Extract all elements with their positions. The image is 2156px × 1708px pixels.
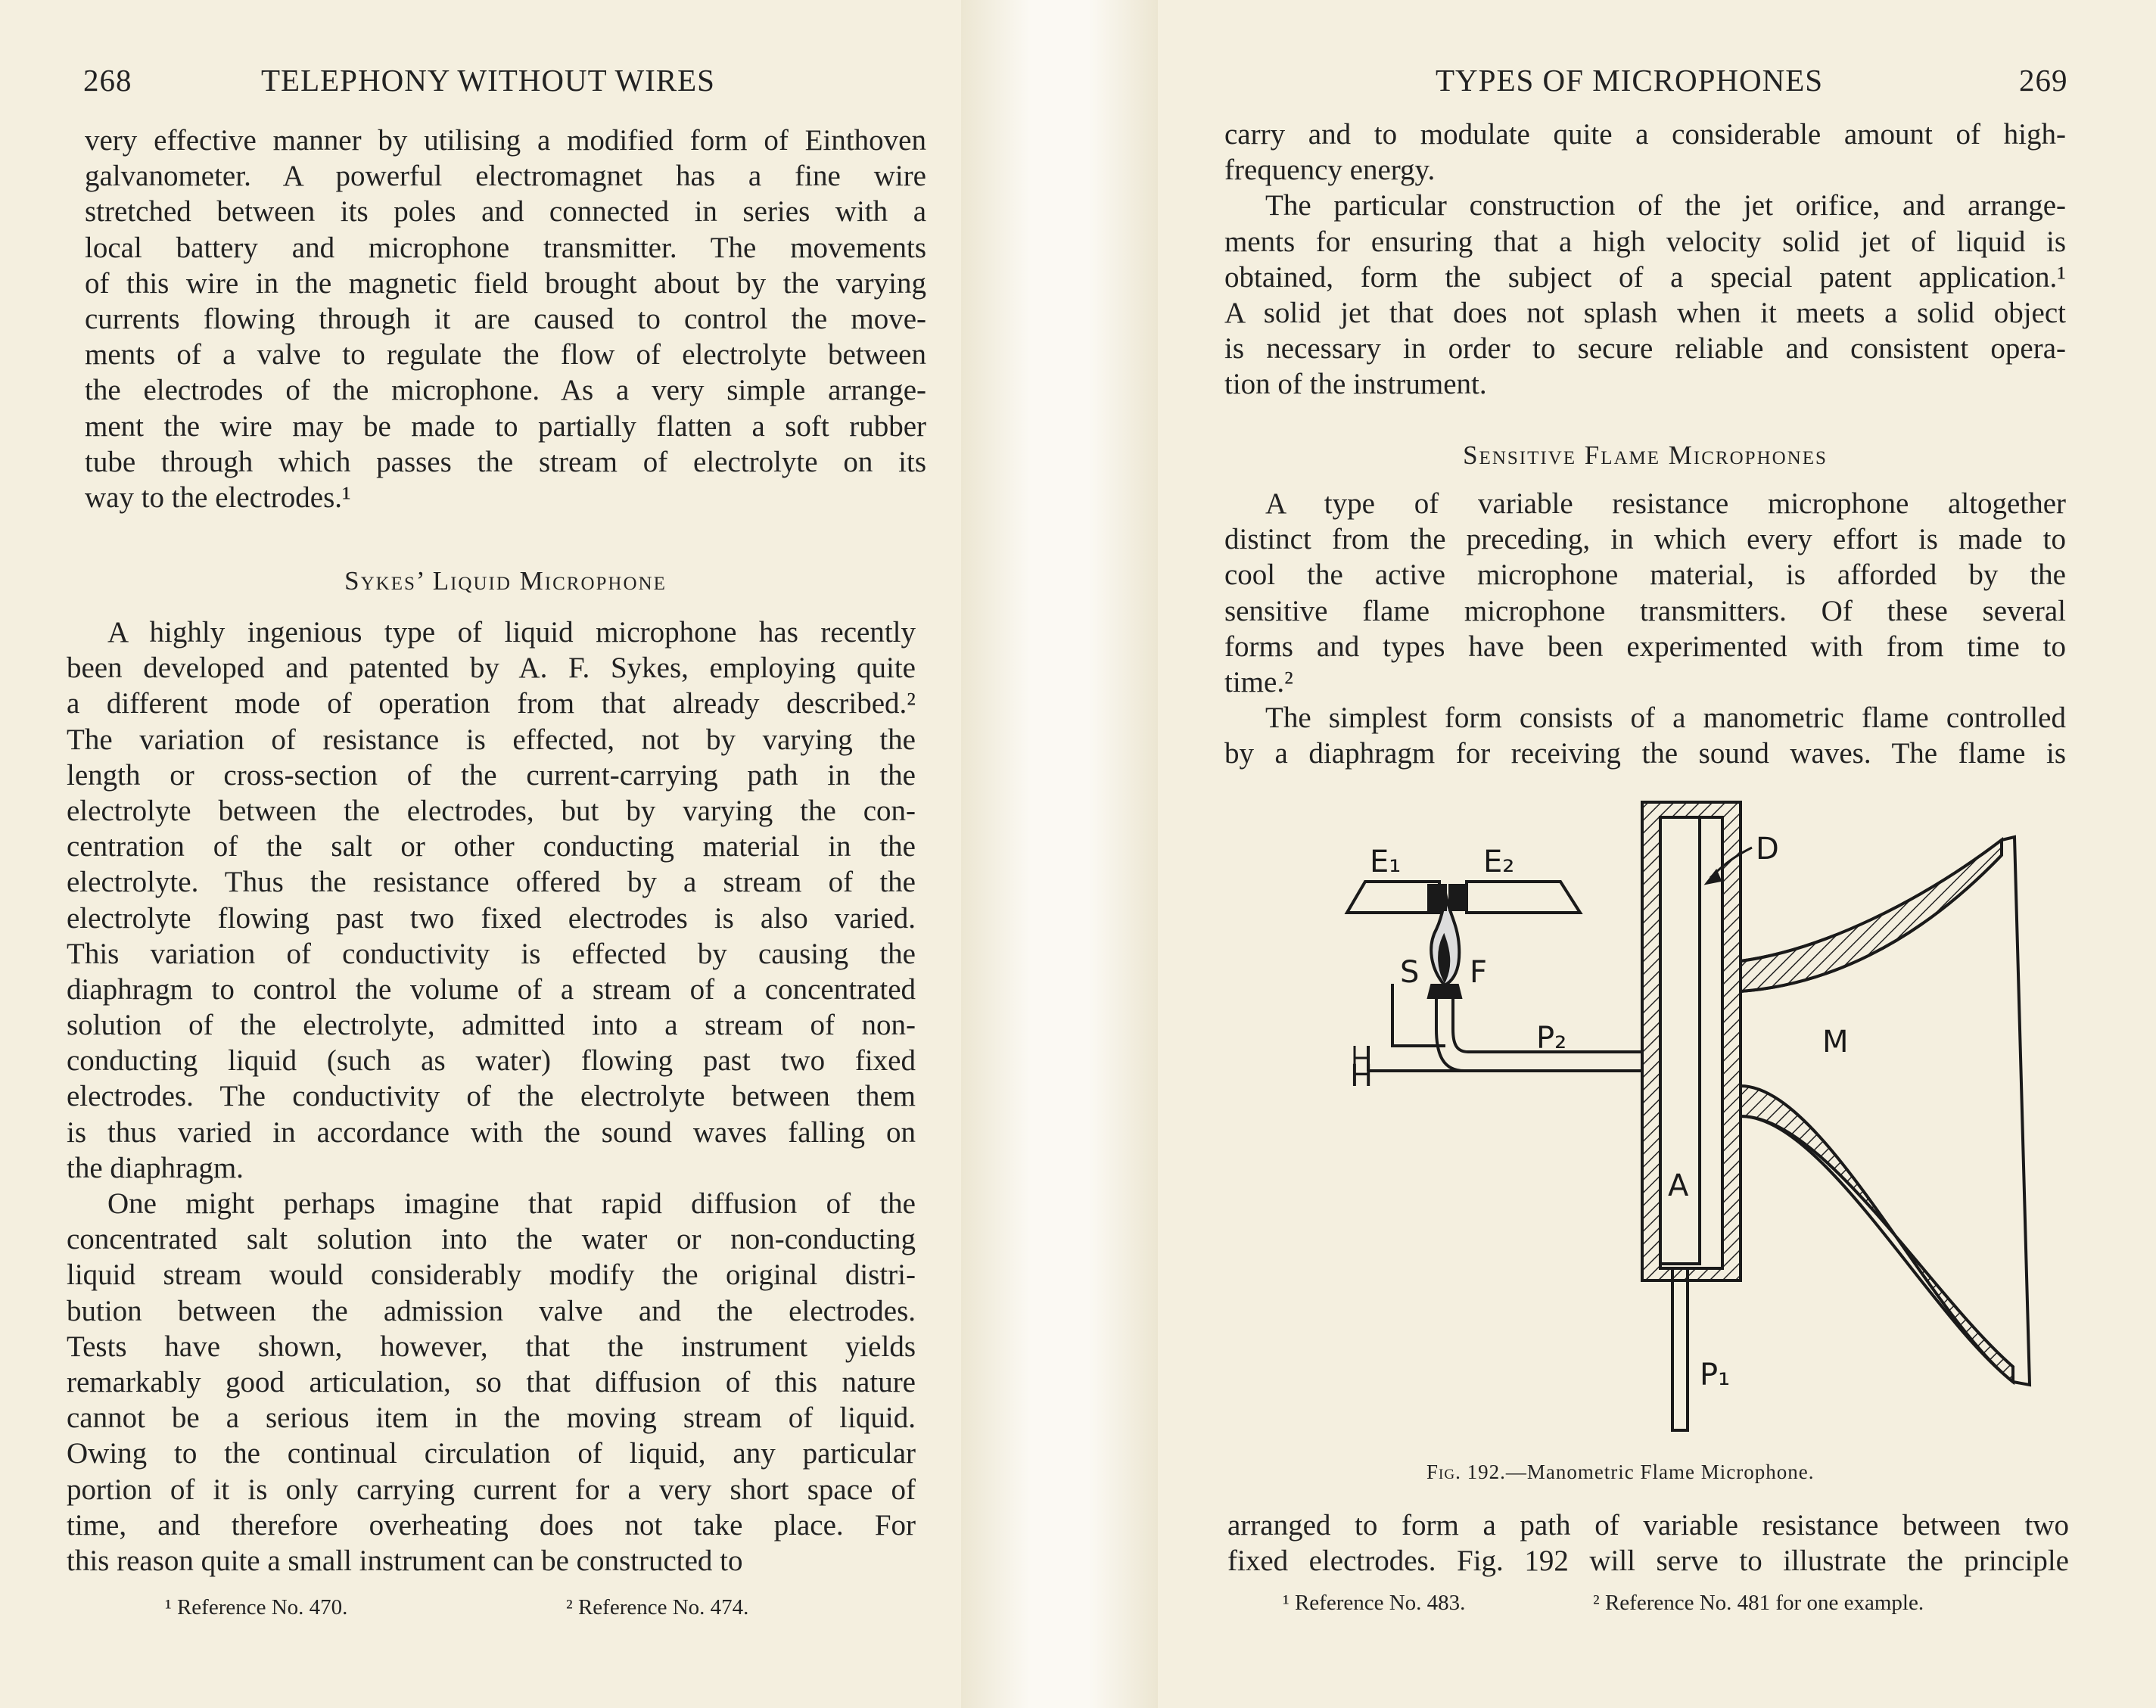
text-line: been developed and patented by A. F. Sykes, employing quite: [67, 652, 916, 685]
figure-caption: [1426, 1461, 1815, 1484]
text-line: portion of it is only carrying current for a very short space of: [67, 1473, 916, 1506]
electrode-e1-holder: [1347, 882, 1439, 913]
right-footnote-2: ² Reference No. 481 for one example.: [1593, 1591, 1924, 1615]
right-footnote-1: ¹ Reference No. 483.: [1283, 1591, 1466, 1615]
label-h: H: [1350, 1059, 1374, 1094]
label-s: S: [1400, 955, 1420, 990]
text-line: electrolyte flowing past two fixed electrodes is also varied.: [67, 901, 916, 935]
text-line: the electrodes of the microphone. As a very simple arrange-: [85, 374, 926, 407]
text-line: solution of the electrolyte, admitted into a stream of non-: [67, 1009, 916, 1042]
text-line: sensitive flame microphone transmitters. Of these several: [1224, 594, 2066, 627]
text-line: currents flowing through it are caused to control the move-: [85, 302, 926, 335]
text-line: The particular construction of the jet orifice, and arrange-: [1265, 189, 2066, 222]
text-line: centration of the salt or other conducting material in the: [67, 830, 916, 863]
left-running-head: TELEPHONY WITHOUT WIRES: [261, 63, 715, 98]
left-page-number: 268: [83, 63, 132, 98]
text-line: the diaphragm.: [67, 1151, 244, 1184]
figure-caption-number: Fig. 192.: [1426, 1461, 1506, 1483]
text-line: tion of the instrument.: [1224, 368, 1487, 401]
manometric-flame-microphone-diagram: [1350, 787, 2096, 1438]
text-line: remarkably good articulation, so that diffusion of this nature: [67, 1365, 916, 1398]
text-line: distinct from the preceding, in which every effort is made to: [1224, 523, 2066, 556]
diagram-lines: [1347, 802, 2030, 1430]
text-line: cannot be a serious item in the moving stream of liquid.: [67, 1402, 916, 1435]
text-line: conducting liquid (such as water) flowing past two fixed: [67, 1044, 916, 1078]
left-footnotes: [0, 1595, 961, 1626]
right-page-number: 269: [2019, 63, 2068, 98]
text-line: is thus varied in accordance with the sound waves falling on: [67, 1115, 916, 1149]
text-line: of this wire in the magnetic field brought about by the varying: [85, 266, 926, 300]
text-line: Owing to the continual circulation of liquid, any particular: [67, 1437, 916, 1470]
label-p1: P₁: [1700, 1358, 1731, 1392]
text-line: electrolyte between the electrodes, but by varying the con-: [67, 794, 916, 827]
text-line: a different mode of operation from that already described.²: [67, 687, 916, 720]
text-line: electrolyte. Thus the resistance offered by a stream of the: [67, 866, 916, 899]
text-line: A type of variable resistance microphone altogether: [1265, 487, 2066, 520]
right-running-head: TYPES OF MICROPHONES: [1436, 63, 1824, 98]
right-section-heading: Sensitive Flame Microphones: [1463, 440, 1828, 470]
text-line: arranged to form a path of variable resistance between two: [1227, 1509, 2069, 1542]
text-line: The simplest form consists of a manometric flame controlled: [1265, 702, 2066, 735]
text-line: length or cross-section of the current-carrying path in the: [67, 758, 916, 792]
text-line: local battery and microphone transmitter. The movements: [85, 231, 926, 264]
text-line: electrodes. The conductivity of the electrolyte between them: [67, 1080, 916, 1113]
figure-caption-text: —Manometric Flame Microphone.: [1505, 1461, 1815, 1483]
text-line: by a diaphragm for receiving the sound waves. The flame is: [1224, 737, 2066, 770]
electrode-e2-holder: [1467, 882, 1580, 913]
text-line: way to the electrodes.¹: [85, 481, 351, 514]
text-line: A solid jet that does not splash when it meets a solid object: [1224, 296, 2066, 329]
book-gutter: [961, 0, 1158, 1708]
label-d: D: [1756, 832, 1779, 866]
label-m: M: [1822, 1025, 1849, 1059]
left-paragraph-block-2: [67, 614, 916, 1579]
text-line: concentrated salt solution into the water or non-conducting: [67, 1223, 916, 1256]
right-paragraph-block-1: [1224, 117, 2066, 403]
text-line: frequency energy.: [1224, 154, 1436, 187]
left-section-heading: Sykes’ Liquid Microphone: [344, 566, 667, 596]
text-line: obtained, form the subject of a special patent application.¹: [1224, 260, 2066, 294]
text-line: ment the wire may be made to partially flatten a soft rubber: [85, 409, 926, 443]
text-line: Tests have shown, however, that the instrument yields: [67, 1330, 916, 1363]
text-line: forms and types have been experimented with from time to: [1224, 630, 2066, 663]
text-line: is necessary in order to secure reliable and consistent opera-: [1224, 332, 2066, 366]
label-f: F: [1470, 955, 1488, 990]
text-line: bution between the admission valve and the electrodes.: [67, 1294, 916, 1327]
right-footnotes: [1158, 1591, 2156, 1621]
text-line: liquid stream would considerably modify the original distri-: [67, 1258, 916, 1292]
right-paragraph-block-3: [1227, 1507, 2069, 1579]
text-line: ments of a valve to regulate the flow of electrolyte between: [85, 338, 926, 372]
label-e2: E₂: [1483, 845, 1515, 879]
text-line: diaphragm to control the volume of a stream of a concentrated: [67, 972, 916, 1006]
right-paragraph-block-2: [1224, 486, 2066, 772]
label-e1: E₁: [1370, 845, 1402, 879]
electrode-e2: [1450, 885, 1467, 910]
text-line: This variation of conductivity is effected by causing the: [67, 937, 916, 970]
text-line: cool the active microphone material, is afforded by the: [1224, 558, 2066, 592]
text-line: carry and to modulate quite a considerable amount of high-: [1224, 118, 2066, 151]
label-a: A: [1668, 1168, 1689, 1203]
left-paragraph-block-1: [85, 123, 926, 515]
text-line: The variation of resistance is effected, not by varying the: [67, 723, 916, 756]
text-line: time, and therefore overheating does not take place. For: [67, 1508, 916, 1542]
electrode-e1: [1429, 885, 1445, 910]
label-p2: P₂: [1536, 1021, 1567, 1056]
text-line: very effective manner by utilising a modified form of Einthoven: [85, 124, 926, 157]
text-line: ments for ensuring that a high velocity solid jet of liquid is: [1224, 225, 2066, 258]
text-line: this reason quite a small instrument can be constructed to: [67, 1544, 743, 1577]
mouthpiece-upper-wall: [1741, 840, 2002, 991]
text-line: A highly ingenious type of liquid microphone has recently: [107, 616, 916, 649]
text-line: One might perhaps imagine that rapid diffusion of the: [107, 1187, 916, 1220]
text-line: stretched between its poles and connected in series with a: [85, 195, 926, 229]
text-line: fixed electrodes. Fig. 192 will serve to illustrate the principle: [1227, 1545, 2069, 1578]
text-line: galvanometer. A powerful electromagnet has a fine wire: [85, 160, 926, 193]
left-footnote-1: ¹ Reference No. 470.: [165, 1595, 348, 1619]
pipe-p1: [1672, 1268, 1688, 1430]
text-line: tube through which passes the stream of electrolyte on its: [85, 445, 926, 478]
left-footnote-2: ² Reference No. 474.: [566, 1595, 749, 1619]
burner-head: [1429, 985, 1461, 997]
text-line: time.²: [1224, 665, 1293, 698]
